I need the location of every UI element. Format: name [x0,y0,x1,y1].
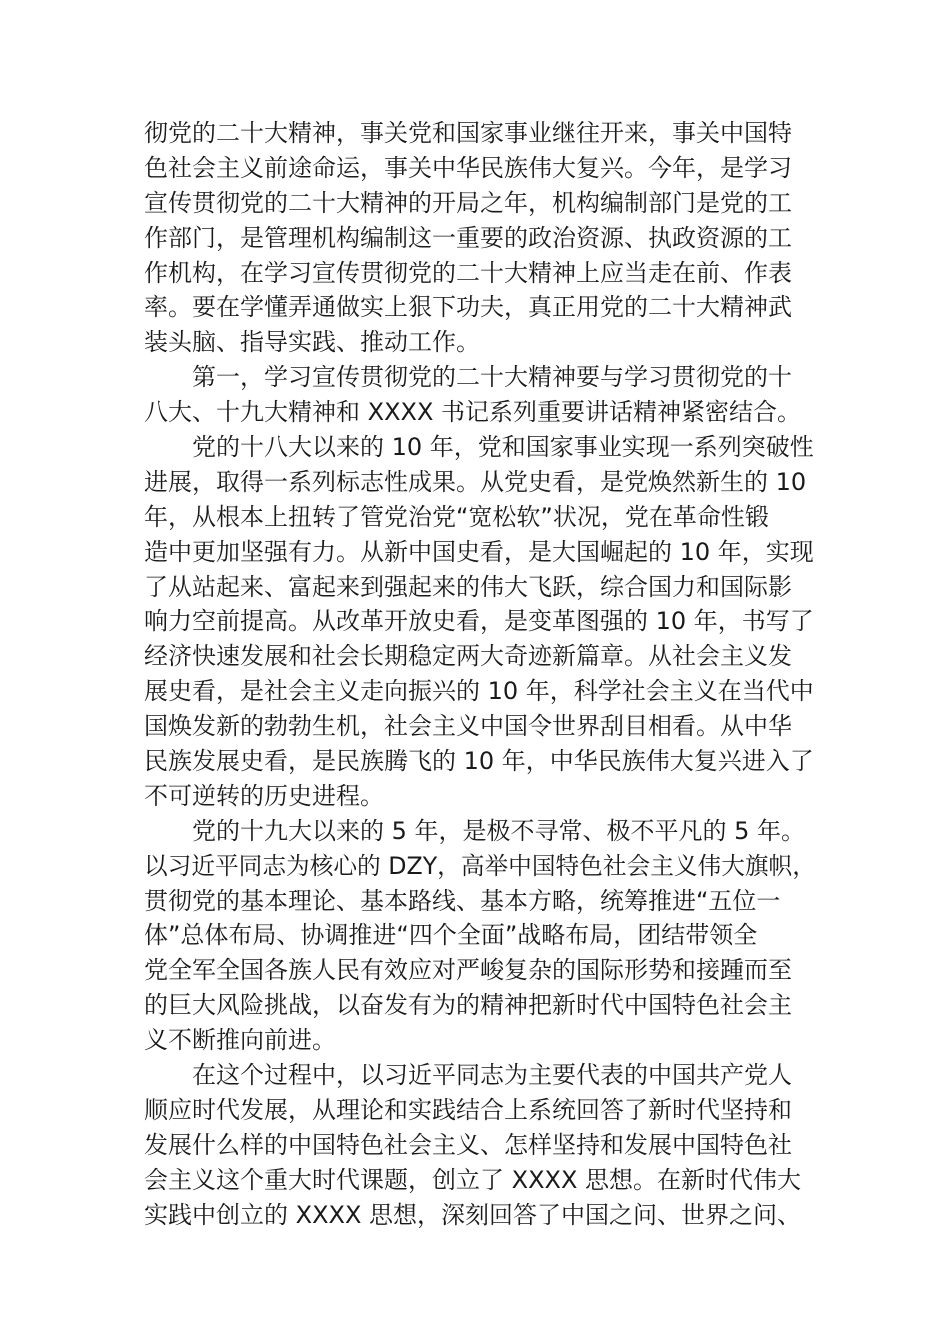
text-line: 民族发展史看，是民族腾飞的 10 年，中华民族伟大复兴进入了 [144,747,814,776]
text-line: 顺应时代发展，从理论和实践结合上系统回答了新时代坚持和 [144,1095,792,1124]
text-line: 经济快速发展和社会长期稳定两大奇迹新篇章。从社会主义发 [144,642,792,671]
text-line: 造中更加坚强有力。从新中国史看，是大国崛起的 10 年，实现 [144,537,814,566]
text-line: 了从站起来、富起来到强起来的伟大飞跃，综合国力和国际影 [144,572,792,601]
text-line: 八大、十九大精神和 XXXX 书记系列重要讲话精神紧密结合。 [144,398,802,427]
text-line: 发展什么样的中国特色社会主义、怎样坚持和发展中国特色社 [144,1130,792,1159]
text-line: 作机构，在学习宣传贯彻党的二十大精神上应当走在前、作表 [144,258,792,287]
text-line: 响力空前提高。从改革开放史看，是变革图强的 10 年，书写了 [144,607,814,636]
text-line: 不可逆转的历史进程。 [144,781,384,810]
text-line: 以习近平同志为核心的 DZY，高举中国特色社会主义伟大旗帜， [144,851,816,880]
text-line: 进展，取得一系列标志性成果。从党史看，是党焕然新生的 10 [144,467,807,496]
paragraph-first-line: 在这个过程中，以习近平同志为主要代表的中国共产党人 [192,1061,792,1090]
text-line: 装头脑、指导实践、推动工作。 [144,328,480,357]
text-line: 年，从根本上扭转了管党治党“宽松软”状况，党在革命性锻 [144,502,769,531]
text-line: 会主义这个重大时代课题，创立了 XXXX 思想。在新时代伟大 [144,1165,802,1194]
text-line: 率。要在学懂弄通做实上狠下功夫，真正用党的二十大精神武 [144,293,792,322]
text-line: 作部门，是管理机构编制这一重要的政治资源、执政资源的工 [144,223,792,252]
text-line: 实践中创立的 XXXX 思想，深刻回答了中国之问、世界之问、 [144,1200,802,1229]
text-line: 义不断推向前进。 [144,1026,336,1055]
paragraph-first-line: 第一，学习宣传贯彻党的二十大精神要与学习贯彻党的十 [192,363,792,392]
text-line: 宣传贯彻党的二十大精神的开局之年，机构编制部门是党的工 [144,188,792,217]
text-line: 党全军全国各族人民有效应对严峻复杂的国际形势和接踵而至 [144,956,792,985]
text-line: 展史看，是社会主义走向振兴的 10 年，科学社会主义在当代中 [144,677,814,706]
paragraph-first-line: 党的十九大以来的 5 年，是极不寻常、极不平凡的 5 年。 [192,816,806,845]
text-line: 国焕发新的勃勃生机，社会主义中国令世界刮目相看。从中华 [144,712,792,741]
document-body [144,116,816,1233]
text-line: 彻党的二十大精神，事关党和国家事业继往开来，事关中国特 [144,119,792,147]
paragraph-first-line: 党的十八大以来的 10 年，党和国家事业实现一系列突破性 [192,433,814,462]
text-line: 的巨大风险挑战，以奋发有为的精神把新时代中国特色社会主 [144,991,792,1020]
text-line: 体”总体布局、协调推进“四个全面”战略布局，团结带领全 [144,921,758,950]
text-line: 色社会主义前途命运，事关中华民族伟大复兴。今年，是学习 [144,153,792,182]
text-line: 贯彻党的基本理论、基本路线、基本方略，统筹推进“五位一 [144,886,781,915]
